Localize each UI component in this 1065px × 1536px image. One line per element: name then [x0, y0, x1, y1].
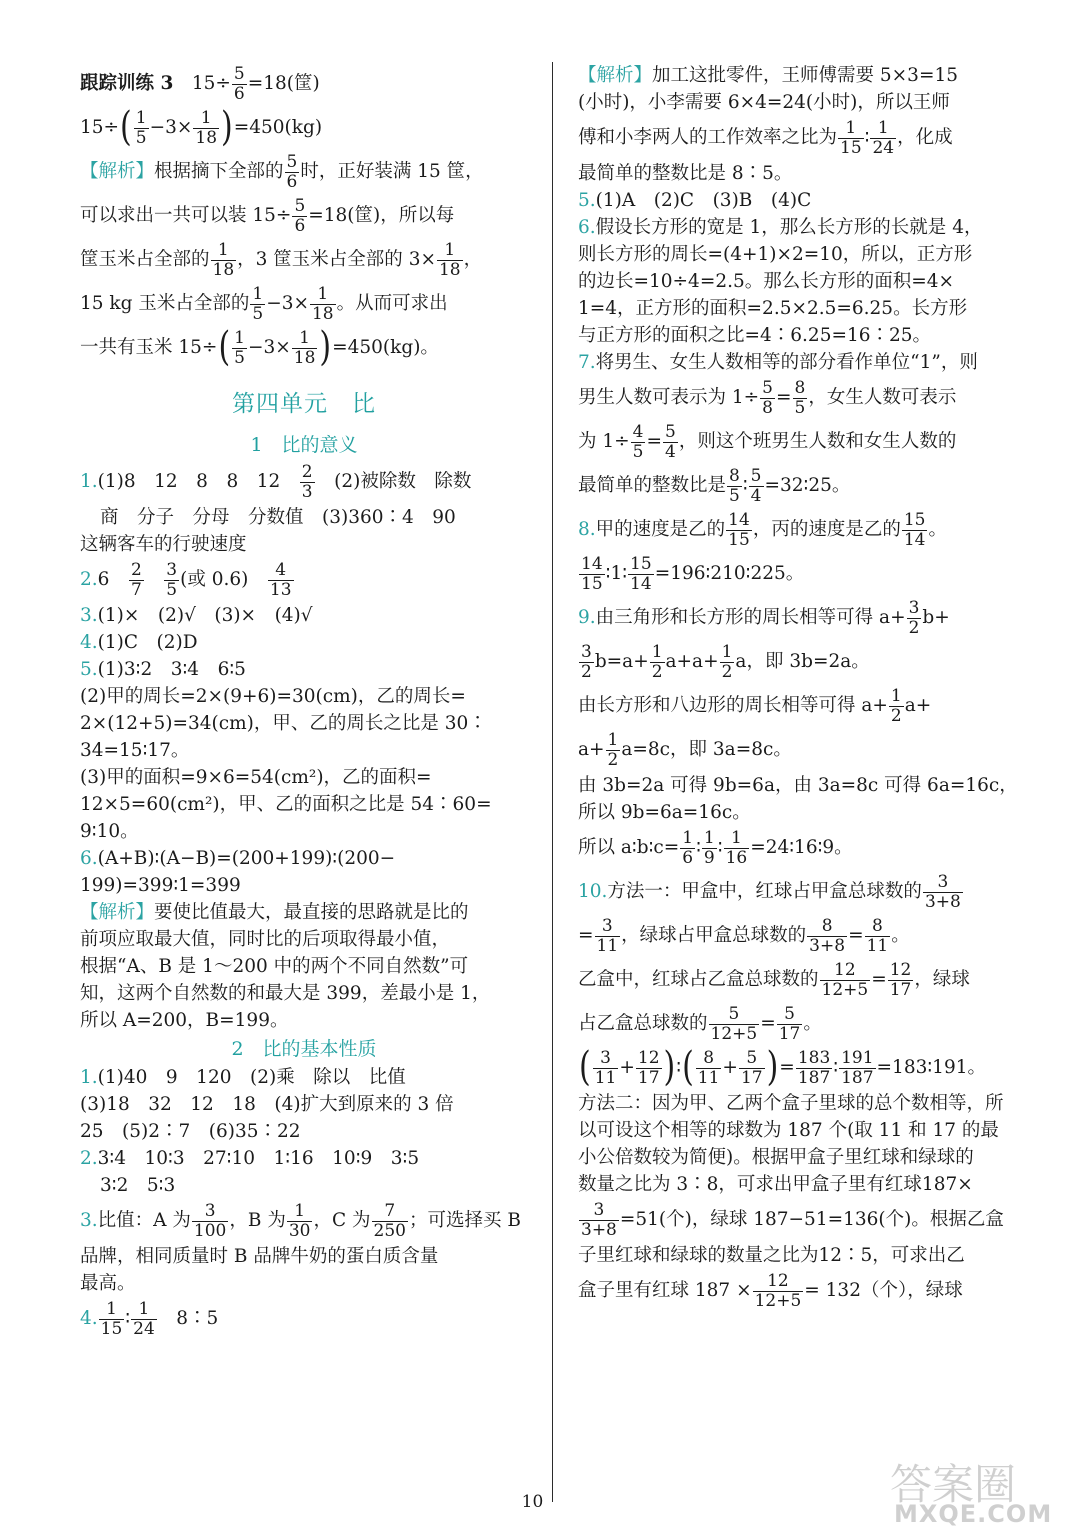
watermark-logo [880, 1452, 1053, 1532]
right-column: 【解析】加工这批零件，王师傅需要 5×3=15 (小时)，小李需要 6×4=24(小时)，所以王师 傅和小李两人的工作效率之比为 $\frac{1}{15}$ ∶ $\frac{1}{24}$ ，化成 最简单的整数比是 8∶5。 5.(1)A (2)C (3)B (4)C 6.假设长方形的宽是 1，那么长方形的长就是 4， 则长方形的周长=(4+1)×2=10，所以，正方形 的边长=10÷4=2.5。那么长方形的面积=4× 1=4，正方形的面积=2.5×2.5=6.25。长方形 与正方形的面积之比=4∶6.25=16∶25。 7.将男生、女生人数相等的部分看作单位“1”，则 男生人数可表示为 1÷ $\frac{5}{8}$ = $\frac{8}{5}$ ，女生人数可表示 为 1÷ $\frac{4}{5}$ = $\frac{5}{4}$ ，则这个班男生人数和女生人数的 最简单的整数比是 $\frac{8}{5}$ ∶ $\frac{5}{4}$ =32∶25。 8.甲的速度是乙的 $\frac{14}{15}$ ，丙的速度是乙的 $\frac{15}{14}$ 。 $\frac{14}{15}$ ∶1∶ $\frac{15}{14}$ =196∶210∶225。 9.由三角形和长方形的周长相等可得 a+ $\frac{3}{2}$ b+ $\frac{3}{2}$ b=a+ $\frac{1}{2}$ a+a+ $\frac{1}{2}$ a，即 3b=2a。 由长方形和八边形的周长相等可得 a+ $\frac{1}{2}$ a+ a+ $\frac{1}{2}$ a=8c，即 3a=8c。 由 3b=2a 可得 9b=6a，由 3a=8c 可得 6a=16c， 所以 9b=6a=16c。 所以 a∶b∶c= $\frac{1}{6}$ ∶ $\frac{1}{9}$ ∶ $\frac{1}{16}$ =24∶16∶9。 10.方法一：甲盒中，红球占甲盒总球数的 $\frac{3}{3+8}$ = $\frac{3}{11}$ ，绿球占甲盒总球数的 $\frac{8}{3+8}$ = $\frac{8}{11}$ 。 乙盒中，红球占乙盒总球数的 $\frac{12}{12+5}$ = $\frac{12}{17}$ ，绿球 占乙盒总球数的 $\frac{5}{12+5}$ = $\frac{5}{17}$ 。 ( $\frac{3}{11}$ + $\frac{12}{17}$ )∶( $\frac{8}{11}$ + $\frac{5}{17}$ )= $\frac{183}{187}$ ∶ $\frac{191}{187}$ =183∶191。 方法二：因为甲、乙两个盒子里球的总个数相等，所 以可设这个相等的球数为 187 个(取 11 和 17 的最 小公倍数较为简便)。根据甲盒子里红球和绿球的 数量之比为 3∶8，可求出甲盒子里有红球187× $\frac{3}{3+8}$ =51(个)，绿球 187−51=136(个)。根据乙盒 子里红球和绿球的数量之比为12∶5，可求出乙 盒子里有红球 187 × $\frac{12}{12+5}$ = 132（个），绿球 [578, 62, 1028, 1313]
page-number: 10 [521, 1492, 544, 1512]
left-column: 跟踪训练 3 15÷ $\frac{5}{6}$ =18(筐) 15÷( $\frac{1}{5}$ −3× $\frac{1}{18}$ )=450(kg) 【解析】根据摘下全部的 $\frac{5}{6}$ 时，正好装满 15 筐， 可以求出一共可以装 15÷ $\frac{5}{6}$ =18(筐)，所以每 筐玉米占全部的 $\frac{1}{18}$ ，3 筐玉米占全部的 3× $\frac{1}{18}$ ， 15 kg 玉米占全部的 $\frac{1}{5}$ −3× $\frac{1}{18}$ 。从而可求出 一共有玉米 15÷( $\frac{1}{5}$ −3× $\frac{1}{18}$ )=450(kg)。 第四单元 比 1 比的意义 1.(1)8 12 8 8 12 $\frac{2}{3}$ (2)被除数 除数 商 分子 分母 分数值 (3)360∶4 90 这辆客车的行驶速度 2.6 $\frac{2}{7}$ $\frac{3}{5}$ (或 0.6) $\frac{4}{13}$ 3.(1)× (2)√ (3)× (4)√ 4.(1)C (2)D 5.(1)3∶2 3∶4 6∶5 (2)甲的周长=2×(9+6)=30(cm)，乙的周长= 2×(12+5)=34(cm)，甲、乙的周长之比是 30∶ 34=15∶17。 (3)甲的面积=9×6=54(cm²)，乙的面积= 12×5=60(cm²)，甲、乙的面积之比是 54∶60= 9∶10。 6.(A+B)∶(A−B)=(200+199)∶(200− 199)=399∶1=399 【解析】要使比值最大，最直接的思路就是比的 前项应取最大值，同时比的后项取得最小值， 根据“A、B 是 1～200 中的两个不同自然数”可 知，这两个自然数的和最大是 399，差最小是 1， 所以 A=200，B=199。 2 比的基本性质 1.(1)40 9 120 (2)乘 除以 比值 (3)18 32 12 18 (4)扩大到原来的 3 倍 25 (5)2∶7 (6)35∶22 2.3∶4 10∶3 27∶10 1∶16 10∶9 3∶5 3∶2 5∶3 3.比值：A 为 $\frac{3}{100}$ ，B 为 $\frac{1}{30}$ ，C 为 $\frac{7}{250}$ ；可选择买 B 品牌，相同质量时 B 品牌牛奶的蛋白质含量 最高。 4. $\frac{1}{15}$ ∶ $\frac{1}{24}$ 8∶5 [80, 62, 528, 1341]
analysis-6: 【解析】要使比值最大，最直接的思路就是比的 [80, 902, 469, 923]
answer-4: 4.(1)C (2)D [80, 632, 198, 653]
answer-r5: 5.(1)A (2)C (3)B (4)C [578, 190, 812, 211]
tracking-exercise: 跟踪训练 3 15÷ $\frac{5}{6}$ =18(筐) [80, 63, 320, 104]
section-title-1: 1 比的意义 [250, 434, 358, 456]
watermark-cn: 答案圈 [890, 1460, 1017, 1509]
answer-b1: 1.(1)40 9 120 (2)乘 除以 比值 [80, 1067, 406, 1088]
answer-6: 6.(A+B)∶(A−B)=(200+199)∶(200− [80, 848, 396, 869]
column-divider [552, 62, 553, 1502]
answer-r7: 7.将男生、女生人数相等的部分看作单位“1”，则 [578, 352, 978, 373]
answer-3: 3.(1)× (2)√ (3)× (4)√ [80, 605, 313, 626]
analysis-tag: 【解析】 [80, 161, 155, 182]
answer-2: 2.6 $\frac{2}{7}$ $\frac{3}{5}$ (或 0.6) $\frac{4}{13}$ [80, 559, 292, 600]
answer-b2: 2.3∶4 10∶3 27∶10 1∶16 10∶9 3∶5 [80, 1148, 420, 1169]
tracking-exercise-line2: 15÷( $\frac{1}{5}$ −3× $\frac{1}{18}$ )=450(kg) [80, 103, 323, 151]
analysis-paragraph: 【解析】根据摘下全部的 $\frac{5}{6}$ 时，正好装满 15 筐， [80, 151, 484, 192]
analysis-paragraph-right: 【解析】加工这批零件，王师傅需要 5×3=15 [578, 65, 958, 86]
answer-r6: 6.假设长方形的宽是 1，那么长方形的长就是 4， [578, 217, 983, 238]
watermark-en: MXQE.COM [894, 1500, 1053, 1528]
answer-b4: 4. $\frac{1}{15}$ ∶ $\frac{1}{24}$ 8∶5 [80, 1298, 219, 1339]
unit-title: 第四单元 比 [232, 391, 376, 417]
answer-1: 1.(1)8 12 8 8 12 $\frac{2}{3}$ (2)被除数 除数 [80, 461, 472, 502]
answer-b3: 3.比值：A 为 $\frac{3}{100}$ ，B 为 $\frac{1}{30}$ ，C 为 $\frac{7}{250}$ ；可选择买 B [80, 1200, 521, 1241]
answer-5: 5.(1)3∶2 3∶4 6∶5 [80, 659, 246, 680]
answer-r10: 10.方法一：甲盒中，红球占甲盒总球数的 $\frac{3}{3+8}$ [578, 871, 961, 912]
section-title-2: 2 比的基本性质 [231, 1038, 377, 1060]
fraction: $\frac{5}{6}$ [233, 63, 245, 104]
answer-r8: 8.甲的速度是乙的 $\frac{14}{15}$ ，丙的速度是乙的 $\frac{15}{14}$ 。 [578, 509, 947, 550]
answer-r9: 9.由三角形和长方形的周长相等可得 a+ $\frac{3}{2}$ b+ [578, 597, 950, 638]
